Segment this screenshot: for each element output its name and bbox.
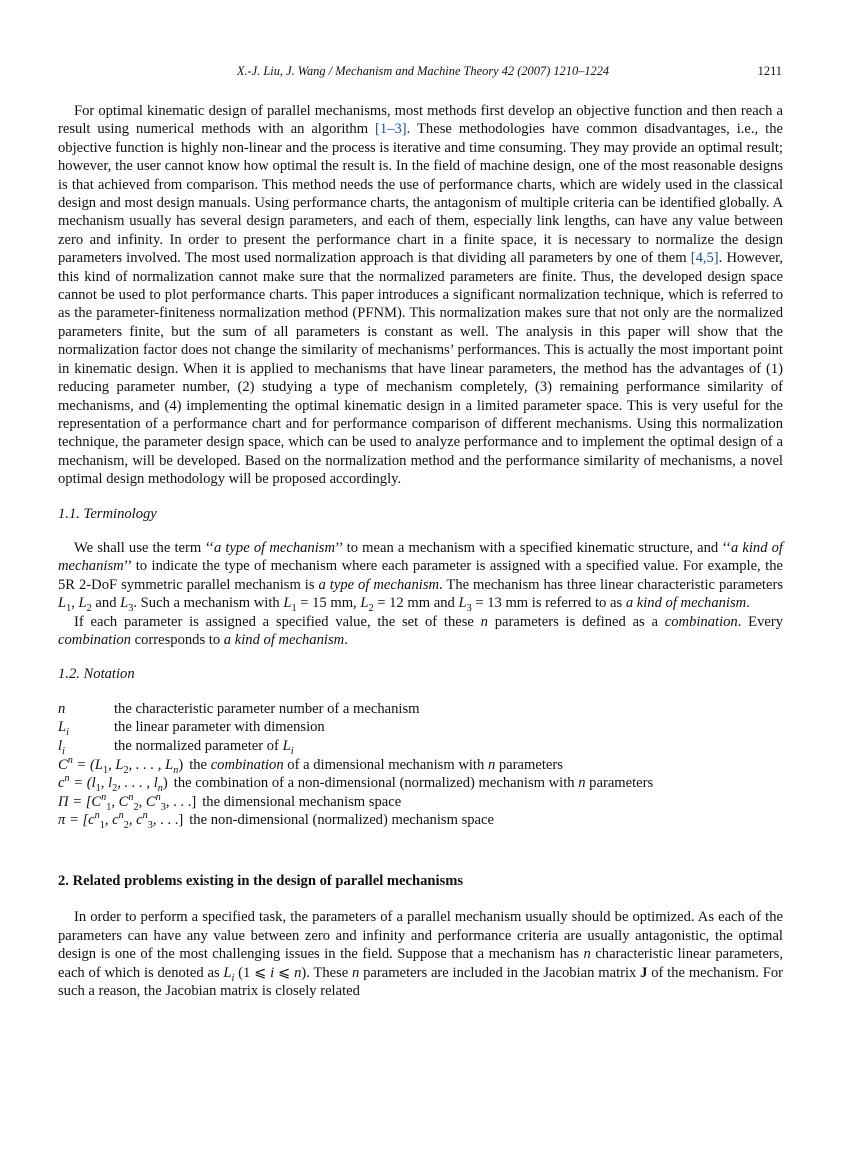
notation-symbol: $C^n = (L_1$, $L_2$, . . . , $L_n$) (58, 754, 184, 776)
notation-symbol: $L_i$ (58, 719, 69, 739)
intro-text-a: For optimal kinematic design of parallel mechanisms, most methods first develop an objective function and then reach a result using numerical methods with an algorithm (58, 103, 783, 138)
notation-definition: the normalized parameter of $L_i$ (114, 737, 294, 757)
notation-row (58, 700, 783, 719)
notation-symbol: $\pi = [c^n_1$, $c^n_2$, $c^n_3$, . . .] (58, 810, 184, 832)
page-number: 1211 (757, 64, 782, 78)
notation-definition: the non-dimensional (normalized) mechanism space (189, 812, 494, 829)
notation-heading: 1.2. Notation (58, 666, 135, 683)
notation-symbol: n (58, 700, 66, 717)
notation-row (58, 811, 783, 830)
notation-row (58, 756, 783, 775)
notation-definition: the linear parameter with dimension (114, 719, 325, 736)
notation-definition: the combination of a dimensional mechanism with n parameters (189, 756, 563, 773)
citation-link-4-5[interactable]: [4,5] (690, 250, 719, 267)
section-2-paragraph: In order to perform a specified task, the parameters of a parallel mechanism usually should be optimized. As each of the parameters can have any value between zero and infinity and performance criteria are usually antagonistic, the optimal design is one of the most challenging issues in the field. Suppose that a mechanism has n characteristic linear parameters, each of which is denoted as $L_i$ (1 ⩽ i ⩽ n). These n parameters are included in the Jacobian matrix J of the mechanism. For such a reason, the Jacobian matrix is closely related (58, 909, 783, 999)
running-header (0, 64, 846, 84)
notation-definition: the characteristic parameter number of a mechanism (114, 700, 420, 717)
intro-paragraph (58, 102, 783, 489)
intro-text-b: . These methodologies have common disadvantages, i.e., the objective function is highly non-linear and the process is iterative and time consuming. They may provide an optimal result; however, the user cannot know how optimal the result is. In the field of machine design, one of the most reasonable designs is that achieved from comparison. This method needs the use of performance charts, which are widely used in the classical design and most design manuals. Using performance charts, the antagonism of multiple criteria can be identified globally. A mechanism usually has several design parameters, and each of them, especially link lengths, can have any value between zero and infinity. In order to present the performance chart in a finite space, it is necessary to normalize the design parameters involved. The most used normalization approach is that dividing all parameters by one of them (58, 121, 783, 267)
intro-text-c: . However, this kind of normalization cannot make sure that the normalized parameters are finite. Thus, the developed design space cannot be used to plot performance charts. This paper introduces a significant normalization technique, which is referred to as the parameter-finiteness normalization method (PFNM). This normalization makes sure that not only are the normalized parameters finite, but the sum of all parameters is constant as well. The analysis in this paper will show that the normalization factor does not change the similarity of mechanisms’ performances. This is actually the most important point in kinematic design. When it is applied to mechanisms that have linear parameters, the method has the advantages of (1) reducing parameter number, (2) studying a type of mechanism completely, (3) remaining performance similarity of mechanisms, and (4) implementing the optimal kinematic design in a limited parameter space. This is very useful for the representation of a performance chart and for performance comparison of different mechanisms. Using this normalization technique, the parameter design space, which can be used to analyze performance and to implement the optimal design of a mechanism, will be developed. Based on the normalization method and the performance similarity of mechanisms, a novel optimal design methodology will be proposed accordingly. (58, 250, 783, 488)
notation-row (58, 774, 783, 793)
citation-link-1-3[interactable]: [1–3] (375, 121, 407, 138)
terminology-heading: 1.1. Terminology (58, 505, 157, 522)
notation-definition: the combination of a non-dimensional (normalized) mechanism with n parameters (173, 775, 654, 792)
notation-symbol: $c^n = (l_1$, $l_2$, . . . , $l_n$) (58, 773, 168, 795)
notation-row (58, 718, 783, 737)
page-body (58, 102, 783, 1000)
notation-definition: the dimensional mechanism space (202, 793, 402, 810)
terminology-paragraph-2: If each parameter is assigned a specified value, the set of these n parameters is defined as a combination. Every combination corresponds to a kind of mechanism. (58, 613, 784, 648)
running-title: X.-J. Liu, J. Wang / Mechanism and Machine Theory 42 (2007) 1210–1224 (236, 64, 610, 78)
notation-symbol: $l_i$ (58, 737, 65, 757)
section-2-heading: 2. Related problems existing in the design of parallel mechanisms (58, 872, 464, 889)
notation-list (58, 700, 783, 830)
notation-symbol: $\Pi = [C^n_1$, $C^n_2$, $C^n_3$, . . .] (58, 791, 197, 813)
terminology-paragraph-1: We shall use the term ‘‘a type of mechanism’’ to mean a mechanism with a specified kinematic structure, and ‘‘a kind of mechanism’’ to indicate the type of mechanism where each parameter is assigned with a specified value. For example, the 5R 2-DoF symmetric parallel mechanism is a type of mechanism. The mechanism has three linear characteristic parameters $L_1$, $L_2$ and $L_3$. Such a mechanism with $L_1 = 15$ mm, $L_2 = 12$ mm and $L_3 = 13$ mm is referred to as a kind of mechanism. (58, 539, 783, 615)
notation-row (58, 737, 783, 756)
notation-row (58, 793, 783, 812)
